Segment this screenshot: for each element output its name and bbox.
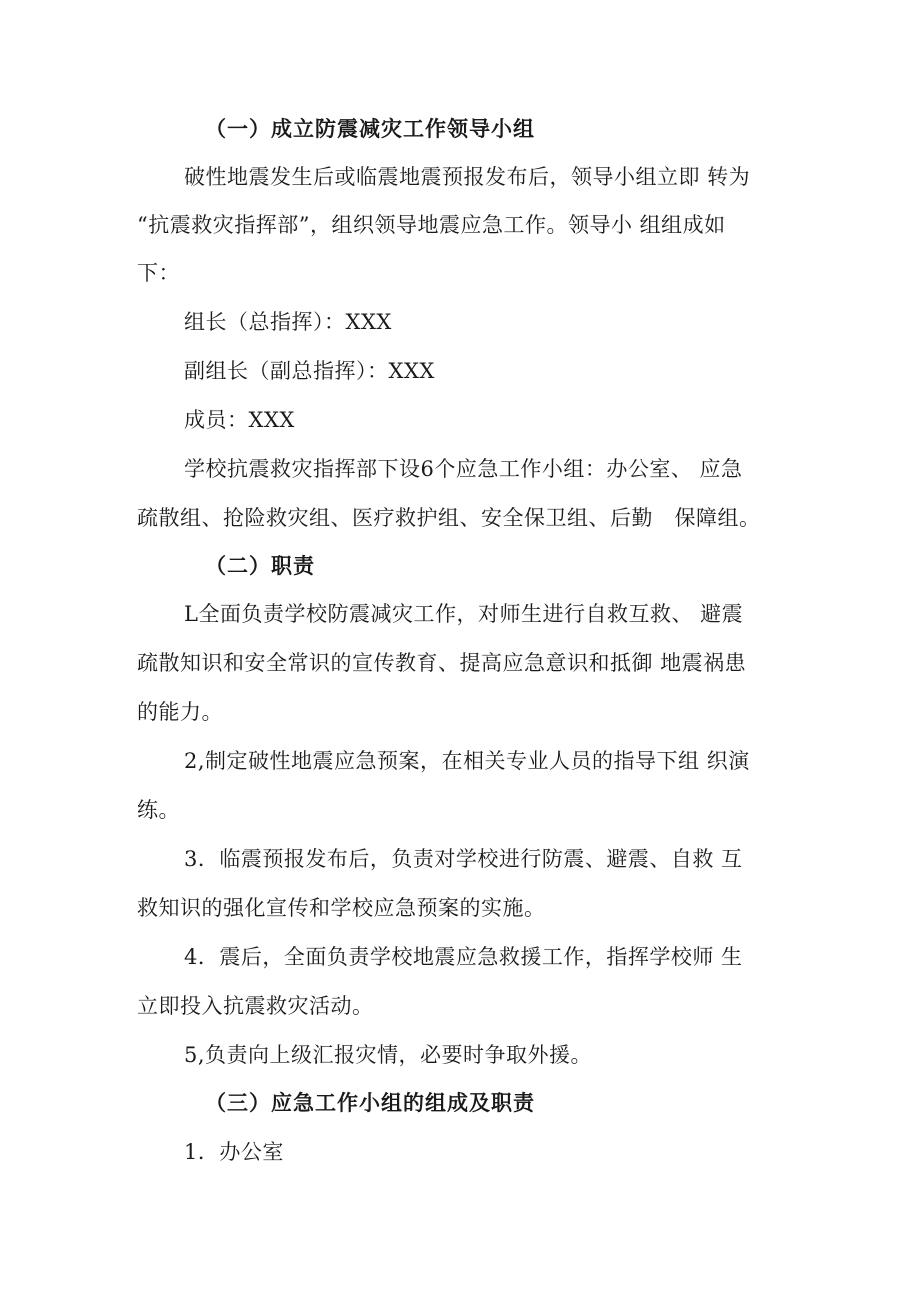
duty-item-3-line: 救知识的强化宣传和学校应急预案的实施。 [137, 896, 546, 920]
section-heading-2: （二）职责 [205, 554, 315, 578]
members-line: 成员：XXX [184, 408, 295, 432]
duty-item-1-line: L全面负责学校防震减灾工作，对师生进行自救互救、 避震 [184, 602, 744, 626]
duty-item-4-line: 4．震后，全面负责学校地震应急救援工作，指挥学校师 生 [184, 945, 743, 969]
duty-item-5-line: 5,负责向上级汇报灾情，必要时争取外援。 [184, 1043, 593, 1067]
paragraph-line: 破性地震发生后或临震地震预报发布后，领导小组立即 转为 [184, 165, 751, 189]
group-item-office: 1．办公室 [184, 1140, 284, 1164]
duty-item-1-line: 疏散知识和安全常识的宣传教育、提高应急意识和抵御 地震祸患 [137, 651, 747, 675]
section-heading-1: （一）成立防震减灾工作领导小组 [205, 117, 535, 141]
leader-line: 组长（总指挥）：XXX [184, 310, 392, 334]
section-heading-3: （三）应急工作小组的组成及职责 [205, 1091, 535, 1115]
paragraph-line: 学校抗震救灾指挥部下设6个应急工作小组：办公室、 应急 [184, 457, 743, 481]
duty-item-2-line: 练。 [137, 798, 180, 822]
paragraph-line: 疏散组、抢险救灾组、医疗救护组、安全保卫组、后勤 保障组。 [137, 506, 761, 530]
duty-item-3-line: 3．临震预报发布后，负责对学校进行防震、避震、自救 互 [184, 847, 743, 871]
paragraph-line: 下： [137, 261, 180, 285]
deputy-leader-line: 副组长（副总指挥）：XXX [184, 359, 435, 383]
paragraph-line: “抗震救灾指挥部”，组织领导地震应急工作。领导小 组组成如 [137, 213, 726, 237]
duty-item-1-line: 的能力。 [137, 700, 223, 724]
duty-item-4-line: 立即投入抗震救灾活动。 [137, 994, 374, 1018]
duty-item-2-line: 2,制定破性地震应急预案，在相关专业人员的指导下组 织演 [184, 749, 750, 773]
